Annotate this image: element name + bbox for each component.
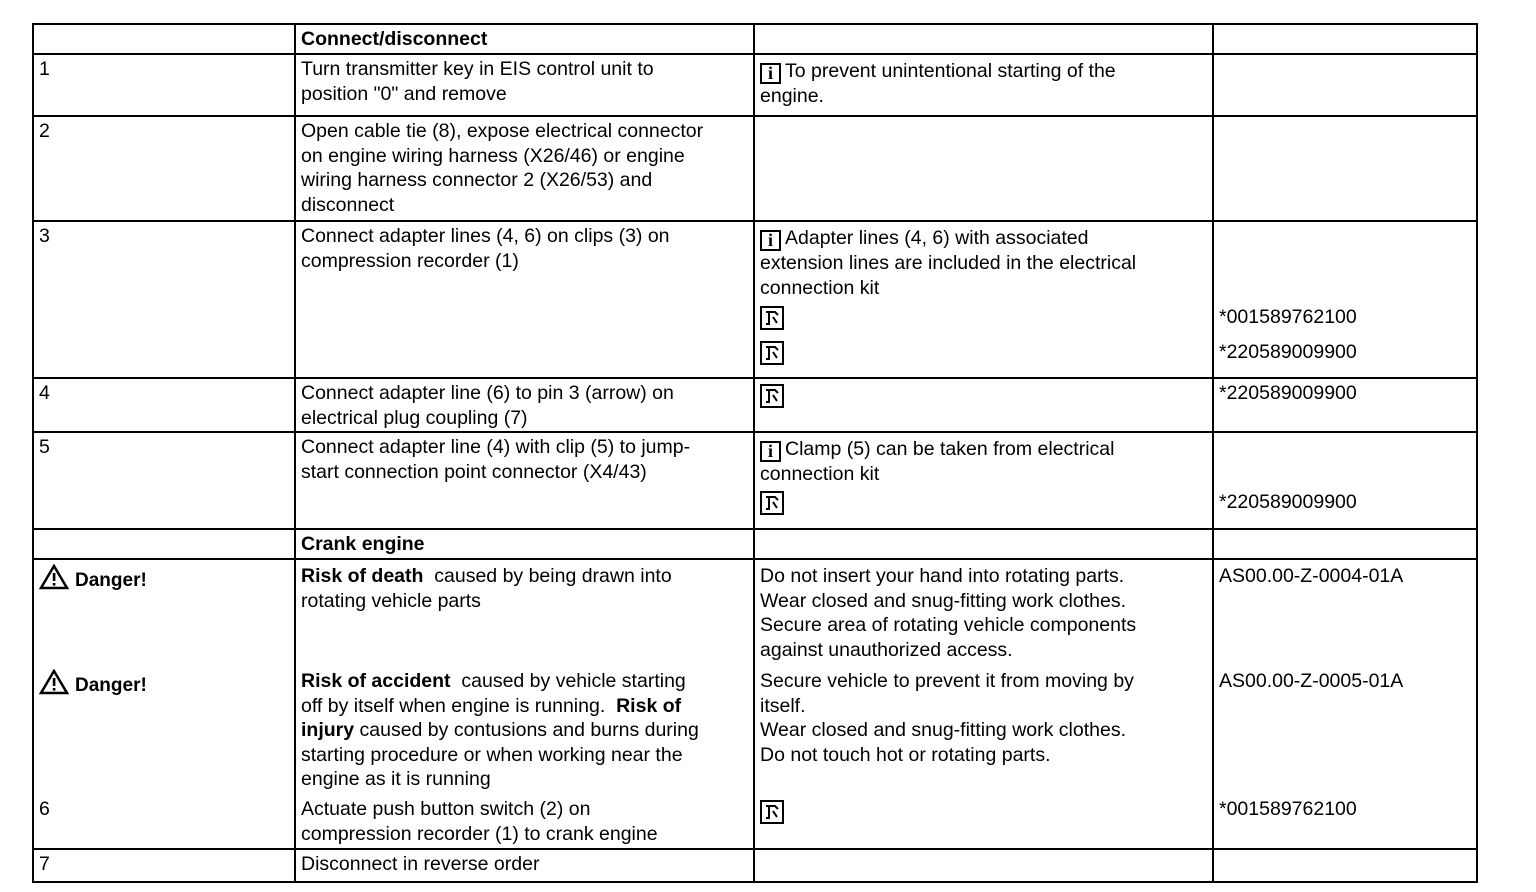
action-line: disconnect bbox=[301, 193, 395, 216]
info-icon: i bbox=[760, 230, 781, 251]
risk-text: caused by being drawn into bbox=[423, 565, 672, 587]
note-line bbox=[760, 226, 1207, 251]
step-number: 5 bbox=[33, 432, 295, 529]
section-header-row bbox=[33, 24, 1477, 54]
step-number: 4 bbox=[33, 378, 295, 432]
action-line: on engine wiring harness (X26/46) or engine bbox=[301, 144, 685, 167]
measures-column bbox=[754, 559, 1213, 849]
cell-empty bbox=[754, 24, 1213, 54]
danger-label: Danger! bbox=[75, 675, 147, 696]
step-number: 2 bbox=[33, 116, 295, 221]
special-tool-icon bbox=[760, 800, 784, 824]
reference-column bbox=[1213, 559, 1477, 849]
warning-triangle-icon bbox=[39, 564, 69, 590]
tool-number: *001589762100 bbox=[1219, 305, 1357, 328]
step-action bbox=[295, 378, 754, 432]
measures-1 bbox=[760, 564, 1207, 669]
measure-line: Secure area of rotating vehicle components bbox=[760, 614, 1137, 636]
measure-line: Do not touch hot or rotating parts. bbox=[760, 743, 1051, 766]
section-title-connect: Connect/disconnect bbox=[295, 24, 754, 54]
action-line: compression recorder (1) to crank engine bbox=[301, 822, 658, 845]
table-row bbox=[33, 849, 1477, 882]
risk-1 bbox=[301, 564, 748, 669]
note-text: Clamp (5) can be taken from electrical bbox=[785, 438, 1115, 460]
note-line: engine. bbox=[760, 85, 824, 107]
special-tool-icon bbox=[760, 306, 784, 330]
step-action bbox=[295, 54, 754, 116]
risk-title: injury bbox=[301, 719, 355, 741]
step-note bbox=[754, 221, 1213, 378]
note-text: Adapter lines (4, 6) with associated bbox=[785, 227, 1089, 249]
action-line: Connect adapter lines (4, 6) on clips (3) on bbox=[301, 225, 670, 247]
special-tool-icon bbox=[760, 341, 784, 365]
measure-line: against unauthorized access. bbox=[760, 638, 1013, 661]
table-row bbox=[33, 432, 1477, 529]
action-line: start connection point connector (X4/43) bbox=[301, 460, 647, 483]
cell-empty bbox=[1213, 529, 1477, 559]
risk-title: Risk of death bbox=[301, 565, 424, 587]
section-header-row bbox=[33, 529, 1477, 559]
cell-empty bbox=[754, 529, 1213, 559]
measure-line: Wear closed and snug-fitting work clothes. bbox=[760, 589, 1126, 612]
action-line: electrical plug coupling (7) bbox=[301, 406, 528, 429]
action-line: Connect adapter line (6) to pin 3 (arrow) on bbox=[301, 382, 674, 404]
note-line: connection kit bbox=[760, 276, 880, 299]
measure-line: Wear closed and snug-fitting work clothes. bbox=[760, 719, 1126, 741]
table-row bbox=[33, 54, 1477, 116]
measure-line: Do not insert your hand into rotating parts. bbox=[760, 565, 1125, 587]
action-line: Turn transmitter key in EIS control unit to bbox=[301, 58, 654, 80]
risk-text: caused by contusions and burns during bbox=[354, 719, 699, 741]
risk-text: starting procedure or when working near the bbox=[301, 743, 683, 766]
action-line: wiring harness connector 2 (X26/53) and bbox=[301, 169, 653, 191]
step-action: Disconnect in reverse order bbox=[295, 849, 754, 882]
tool-number: *220589009900 bbox=[1219, 340, 1357, 363]
step-action bbox=[295, 221, 754, 378]
cell-empty bbox=[1213, 54, 1477, 116]
section-title-crank: Crank engine bbox=[295, 529, 754, 559]
cell-empty bbox=[1213, 116, 1477, 221]
risk-text: engine as it is running bbox=[301, 768, 491, 790]
tool-row bbox=[760, 381, 1207, 409]
danger-label: Danger! bbox=[75, 570, 147, 591]
step-action bbox=[295, 432, 754, 529]
table-row bbox=[33, 116, 1477, 221]
danger-2 bbox=[39, 669, 289, 797]
info-icon: i bbox=[760, 63, 781, 84]
step-action bbox=[295, 116, 754, 221]
tool-number: *220589009900 bbox=[1219, 382, 1357, 404]
cell-empty bbox=[1213, 24, 1477, 54]
tool-number-cell bbox=[1213, 221, 1477, 378]
measure-line: Secure vehicle to prevent it from moving by bbox=[760, 670, 1134, 692]
table-row bbox=[33, 221, 1477, 378]
special-tool-icon bbox=[760, 491, 784, 515]
action-line: compression recorder (1) bbox=[301, 249, 519, 272]
risk-title: Risk of bbox=[616, 694, 682, 717]
danger-column bbox=[33, 559, 295, 849]
note-line bbox=[760, 59, 1207, 84]
procedure-table bbox=[32, 23, 1478, 883]
table-row bbox=[33, 559, 1477, 849]
risk-column bbox=[295, 559, 754, 849]
step-number: 1 bbox=[33, 54, 295, 116]
danger-reference: AS00.00-Z-0005-01A bbox=[1219, 670, 1404, 692]
step-number: 7 bbox=[33, 849, 295, 882]
danger-reference: AS00.00-Z-0004-01A bbox=[1219, 565, 1404, 587]
tool-number-cell bbox=[1213, 378, 1477, 432]
note-line: extension lines are included in the electrical bbox=[760, 252, 1137, 274]
cell-empty bbox=[754, 849, 1213, 882]
special-tool-icon bbox=[760, 384, 784, 408]
measure-line: itself. bbox=[760, 694, 806, 717]
info-icon: i bbox=[760, 441, 781, 462]
tool-number: *220589009900 bbox=[1219, 491, 1357, 513]
step-note bbox=[754, 54, 1213, 116]
cell-empty bbox=[1213, 849, 1477, 882]
note-line: connection kit bbox=[760, 463, 880, 485]
action-line: position "0" and remove bbox=[301, 82, 507, 105]
cell-empty bbox=[33, 24, 295, 54]
action-line: Connect adapter line (4) with clip (5) to jump- bbox=[301, 436, 691, 458]
tool-number-cell bbox=[1213, 432, 1477, 529]
risk-2 bbox=[301, 669, 748, 797]
tool-row bbox=[760, 300, 1207, 335]
cell-empty bbox=[754, 116, 1213, 221]
step-number: 3 bbox=[33, 221, 295, 378]
tool-row bbox=[760, 487, 1207, 519]
risk-text: caused by vehicle starting bbox=[450, 670, 686, 692]
warning-triangle-icon bbox=[39, 669, 69, 695]
step-note bbox=[754, 432, 1213, 529]
note-line bbox=[760, 437, 1207, 462]
tool-row bbox=[760, 335, 1207, 370]
danger-1 bbox=[39, 564, 289, 669]
risk-text: rotating vehicle parts bbox=[301, 589, 481, 612]
step-note bbox=[754, 378, 1213, 432]
risk-title: Risk of accident bbox=[301, 670, 451, 692]
action-line: Actuate push button switch (2) on bbox=[301, 798, 591, 820]
measures-2 bbox=[760, 669, 1207, 797]
risk-text: off by itself when engine is running. bbox=[301, 694, 617, 717]
action-line: Open cable tie (8), expose electrical connector bbox=[301, 120, 704, 142]
note-text: To prevent unintentional starting of the bbox=[785, 60, 1116, 82]
tool-row bbox=[760, 797, 1207, 825]
table-row bbox=[33, 378, 1477, 432]
step-number: 6 bbox=[39, 798, 50, 820]
tool-number: *001589762100 bbox=[1219, 798, 1357, 820]
cell-empty bbox=[33, 529, 295, 559]
